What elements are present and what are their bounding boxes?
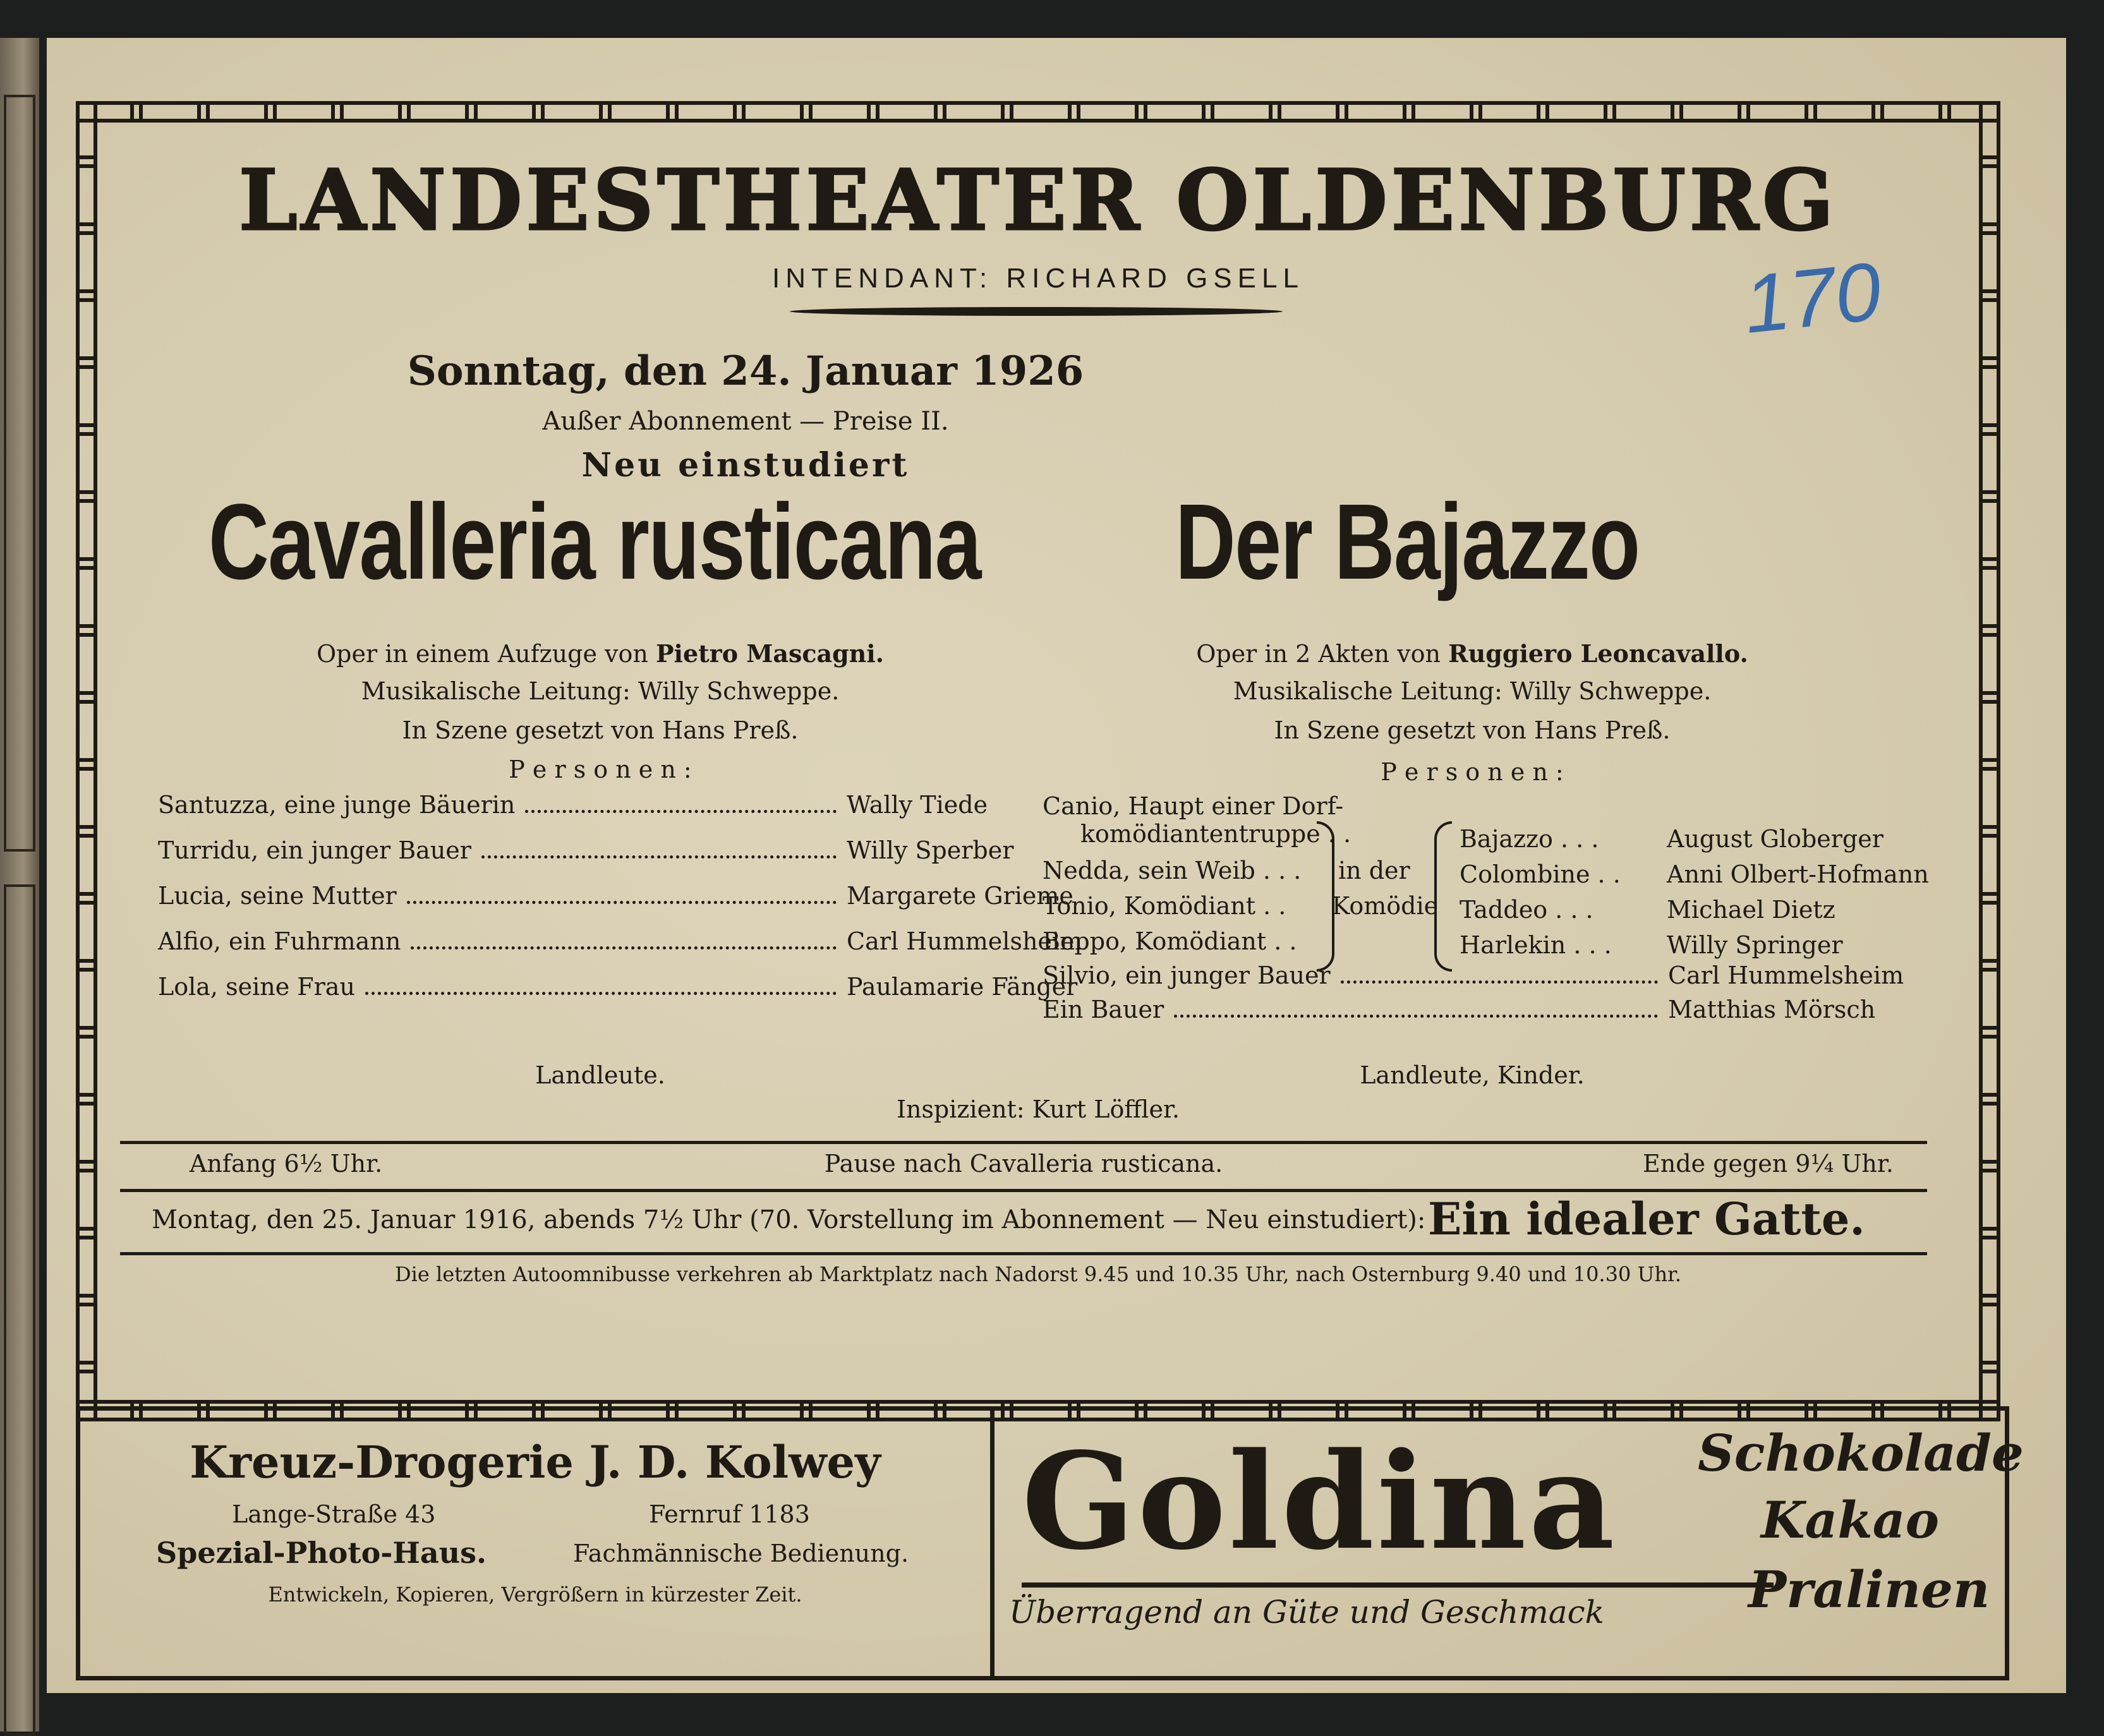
opera1-extras: Landleute. [535, 1061, 665, 1089]
opera1-composer-line [190, 639, 1011, 668]
title-rule [790, 307, 1283, 316]
inner-role-label: Taddeo [1460, 896, 1548, 924]
opera2-conductor: Musikalische Leitung: Willy Schweppe. [1233, 677, 1712, 705]
intendant-line: INTENDANT: RICHARD GSELL [772, 263, 1304, 294]
cast-row [158, 927, 1083, 973]
performance-date: Sonntag, den 24. Januar 1926 [407, 347, 1084, 395]
inner-role: Harlekin . . . [1460, 931, 1612, 959]
opera1-composer: Pietro Mascagni. [655, 639, 884, 668]
rule-top [120, 1141, 1927, 1144]
opera2-prefix: Oper in 2 Akten von [1196, 640, 1441, 668]
pause-info: Pause nach Cavalleria rusticana. [824, 1150, 1223, 1178]
border-rail-left [76, 101, 97, 1421]
opera1-prefix: Oper in einem Aufzuge von [317, 640, 648, 668]
inner-role-label: Colombine [1460, 860, 1590, 888]
spine-ornament-bottom [4, 884, 35, 1736]
opera2-director: In Szene gesetzt von Hans Preß. [1274, 716, 1671, 744]
cast-row [158, 973, 1078, 1018]
drugstore-name: Kreuz-Drogerie J. D. Kolwey [190, 1436, 881, 1488]
drugstore-service: Fachmännische Bedienung. [573, 1540, 909, 1567]
actor-name: Carl Hummelsheim [847, 927, 1083, 955]
border-rail-top [76, 101, 2000, 123]
canio-line1: Canio, Haupt einer Dorf- [1043, 792, 1344, 820]
border-rail-right [1979, 101, 2000, 1421]
nedda-role: Nedda, sein Weib . . . [1043, 857, 1302, 884]
actor-name: Michael Dietz [1667, 896, 1835, 924]
actor-name: Willy Sperber [847, 836, 1014, 864]
inner-role: Bajazzo . . . [1460, 825, 1599, 853]
next-performance: Montag, den 25. Januar 1916, abends 7½ Uhr (70. Vorstellung im Abonnement — Neu einstudiert): [152, 1205, 1426, 1234]
actor-name: Willy Springer [1667, 931, 1843, 959]
actor-name: Paulamarie Fänger [847, 973, 1078, 1001]
leader-dots [407, 901, 837, 904]
role-name: Turridu, ein junger Bauer [158, 836, 471, 864]
opera2-title: Der Bajazzo [1175, 482, 1640, 602]
playbill-frame [76, 101, 2000, 1421]
actor-name: Carl Hummelsheim [1668, 961, 1904, 989]
leader-dots [365, 992, 837, 995]
goldina-logo: Goldina [1022, 1423, 1617, 1579]
beppo-label: Beppo, Komödiant [1043, 927, 1267, 955]
opera2-extras: Landleute, Kinder. [1360, 1061, 1585, 1089]
bus-info: Die letzten Autoomnibusse verkehren ab Marktplatz nach Nadorst 9.45 und 10.35 Uhr, nach Osternburg 9.40 und 10.30 Uhr. [394, 1262, 1682, 1286]
opera1-conductor: Musikalische Leitung: Willy Schweppe. [361, 677, 840, 705]
next-play-title: Ein idealer Gatte. [1428, 1193, 1865, 1245]
drugstore-phone: Fernruf 1183 [649, 1500, 810, 1528]
inspizient: Inspizient: Kurt Löffler. [896, 1095, 1180, 1123]
inner-role: Colombine . . [1460, 860, 1621, 888]
book-spine [0, 38, 39, 1732]
canio-line2-wrap: komödiantentruppe . . [1080, 820, 1351, 848]
cast-row [1043, 961, 1904, 996]
ads-box [76, 1406, 2024, 1680]
actor-name: Wally Tiede [847, 791, 988, 819]
role-name: Lola, seine Frau [158, 973, 355, 1001]
leader-dots [1341, 980, 1658, 984]
canio-role [1043, 792, 1351, 848]
start-time: Anfang 6½ Uhr. [190, 1150, 383, 1178]
inner-actors [1667, 821, 1929, 963]
role-name: Ein Bauer [1043, 996, 1164, 1023]
spine-ornament-top [4, 95, 35, 852]
goldina-slogan: Überragend an Güte und Geschmack [1009, 1594, 1604, 1631]
leader-dots [411, 946, 837, 949]
role-name: Santuzza, eine junge Bäuerin [158, 791, 516, 819]
opera2-persons-heading: P e r s o n e n : [1381, 758, 1564, 786]
inner-role-label: Harlekin [1460, 931, 1566, 959]
drugstore-street: Lange-Straße 43 [232, 1500, 436, 1528]
ads-divider [990, 1411, 995, 1676]
canio-line2: komödiantentruppe [1080, 820, 1321, 848]
tonio-role: Tonio, Komödiant . . [1043, 892, 1286, 920]
rule-middle [120, 1189, 1927, 1192]
opera2-composer-line [1061, 639, 1883, 668]
photo-house: Spezial-Photo-Haus. [156, 1536, 487, 1570]
opera2-composer: Ruggiero Leoncavallo. [1448, 639, 1748, 668]
komoedie-label: Komödie [1332, 892, 1439, 920]
inner-role: Taddeo . . . [1460, 896, 1593, 924]
actor-name: Matthias Mörsch [1668, 996, 1876, 1023]
leader-dots [1174, 1015, 1658, 1018]
leader-dots [481, 855, 837, 859]
actor-name: August Globerger [1667, 825, 1883, 853]
role-name: Silvio, ein junger Bauer [1043, 961, 1331, 989]
rule-bottom [120, 1252, 1927, 1255]
opera1-cast-list [158, 791, 1083, 1018]
playbill-page [47, 38, 2066, 1693]
subscription-info: Außer Abonnement — Preise II. [542, 407, 949, 436]
actor-name: Margarete Grieme [847, 882, 1073, 910]
cast-row [158, 882, 1073, 927]
cast-row [158, 836, 1055, 882]
inner-role-label: Bajazzo [1460, 825, 1553, 853]
actor-name: Anni Olbert-Hofmann [1667, 860, 1929, 888]
in-der-label: in der [1338, 857, 1410, 884]
inner-roles [1460, 821, 1621, 963]
theatre-name: LANDESTHEATER OLDENBURG [238, 152, 1838, 250]
logo-underline [1022, 1582, 1774, 1588]
role-name: Alfio, ein Fuhrmann [158, 927, 401, 955]
opera2-other-roles [1043, 961, 1904, 1030]
opera1-persons-heading: P e r s o n e n : [509, 756, 692, 783]
new-staging: Neu einstudiert [581, 446, 910, 485]
beppo-role: Beppo, Komödiant . . [1043, 927, 1297, 955]
role-name: Lucia, seine Mutter [158, 882, 397, 910]
cast-row [158, 791, 1055, 836]
opera1-title: Cavalleria rusticana [209, 482, 981, 602]
opera1-director: In Szene gesetzt von Hans Preß. [402, 716, 799, 744]
product-cocoa: Kakao [1761, 1490, 1939, 1550]
tonio-label: Tonio, Komödiant [1043, 892, 1255, 920]
cast-row [1043, 996, 1889, 1030]
end-time: Ende gegen 9¼ Uhr. [1643, 1150, 1894, 1178]
nedda-label: Nedda, sein Weib [1043, 857, 1255, 884]
handwritten-number: 170 [1739, 244, 1885, 351]
photo-services: Entwickeln, Kopieren, Vergrößern in kürzester Zeit. [268, 1582, 802, 1606]
leader-dots [525, 810, 837, 813]
product-chocolate: Schokolade [1698, 1423, 2024, 1483]
product-pralines: Pralinen [1748, 1560, 1990, 1619]
brace-right [1434, 821, 1452, 972]
